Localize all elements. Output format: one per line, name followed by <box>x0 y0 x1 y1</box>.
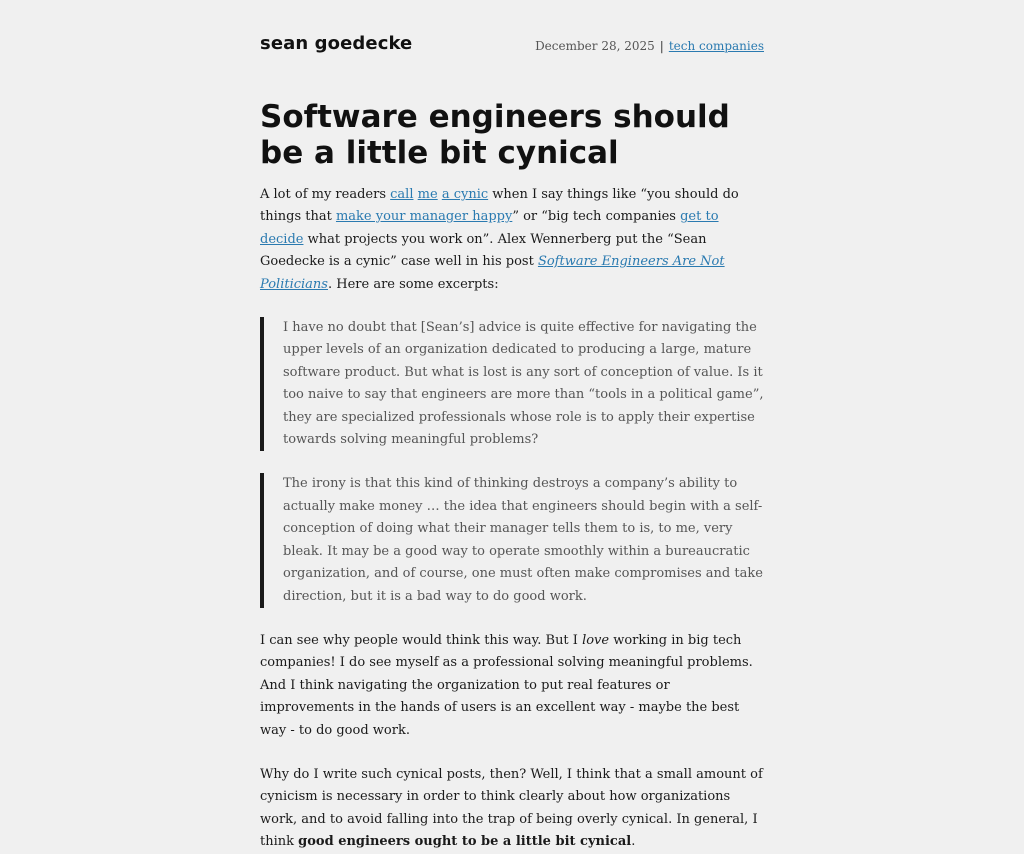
link-make-your-manager-happy[interactable]: make your manager happy <box>335 209 513 225</box>
text-run: I can see why people would think this way. But I <box>260 632 583 648</box>
blockquote-1 <box>260 317 764 451</box>
paragraph-3 <box>260 764 764 854</box>
text-run: working in big tech companies! I do see myself as a professional solving meaningful problems. And I think navigating the organization to put real features or improvements in the hands of users is an excellent way - maybe the best way - to do good work. <box>260 632 753 738</box>
text-run: Why do I write such cynical posts, then? Well, I think that a small amount of cynicism is necessary in order to think clearly about how organizations work, and to avoid falling into the trap of being overly cynical. In general, I think <box>260 766 763 850</box>
post-date: December 28, 2025 <box>535 39 655 53</box>
text-run: . <box>631 834 636 850</box>
post-title: Software engineers should be a little bit cynical <box>260 99 730 171</box>
text-run: what projects you work on”. Alex Wennerberg put the “Sean Goedecke is a cynic” case well in his post <box>260 231 707 270</box>
emphasis-love: love <box>582 632 610 648</box>
blockquote-1-text: I have no doubt that [Sean’s] advice is quite effective for navigating the upper levels of an organization dedicated to producing a large, mature software product. But what is lost is any sort of conception of value. Is it too naive to say that engineers are more than “tools in a political game”, they are specialized professionals whose role is to apply their expertise towards solving meaningful problems? <box>283 320 764 448</box>
link-software-engineers-are-not-politicians[interactable]: Software Engineers Are Not Politicians <box>260 254 725 292</box>
post-content <box>260 184 764 854</box>
site-title-link[interactable]: sean goedecke <box>260 33 413 54</box>
text-run: . Here are some excerpts: <box>327 276 499 292</box>
tag-link-tech-companies[interactable]: tech companies <box>668 39 764 53</box>
text-run: A lot of my readers <box>260 187 391 202</box>
page <box>260 0 764 850</box>
intro-paragraph <box>260 184 764 296</box>
post-meta <box>535 39 764 53</box>
link-call[interactable]: call <box>390 187 414 202</box>
link-me[interactable]: me <box>417 187 438 202</box>
strong-thesis: good engineers ought to be a little bit cynical <box>298 834 632 850</box>
text-run: ” or “big tech companies <box>512 209 681 225</box>
link-get-to-decide[interactable]: get to decide <box>260 209 719 247</box>
blockquote-2 <box>260 473 764 607</box>
link-a-cynic[interactable]: a cynic <box>441 187 489 202</box>
blockquote-2-text: The irony is that this kind of thinking destroys a company’s ability to actually make money … the idea that engineers should begin with a self-conception of doing what their manager tells them to is, to me, very bleak. It may be a good way to operate smoothly within a bureaucratic organization, and of course, one must often make compromises and take direction, but it is a bad way to do good work. <box>283 476 763 604</box>
paragraph-2 <box>260 630 764 742</box>
meta-separator: | <box>659 39 664 53</box>
header <box>260 0 764 60</box>
text-run: when I say things like “you should do things that <box>260 187 739 225</box>
